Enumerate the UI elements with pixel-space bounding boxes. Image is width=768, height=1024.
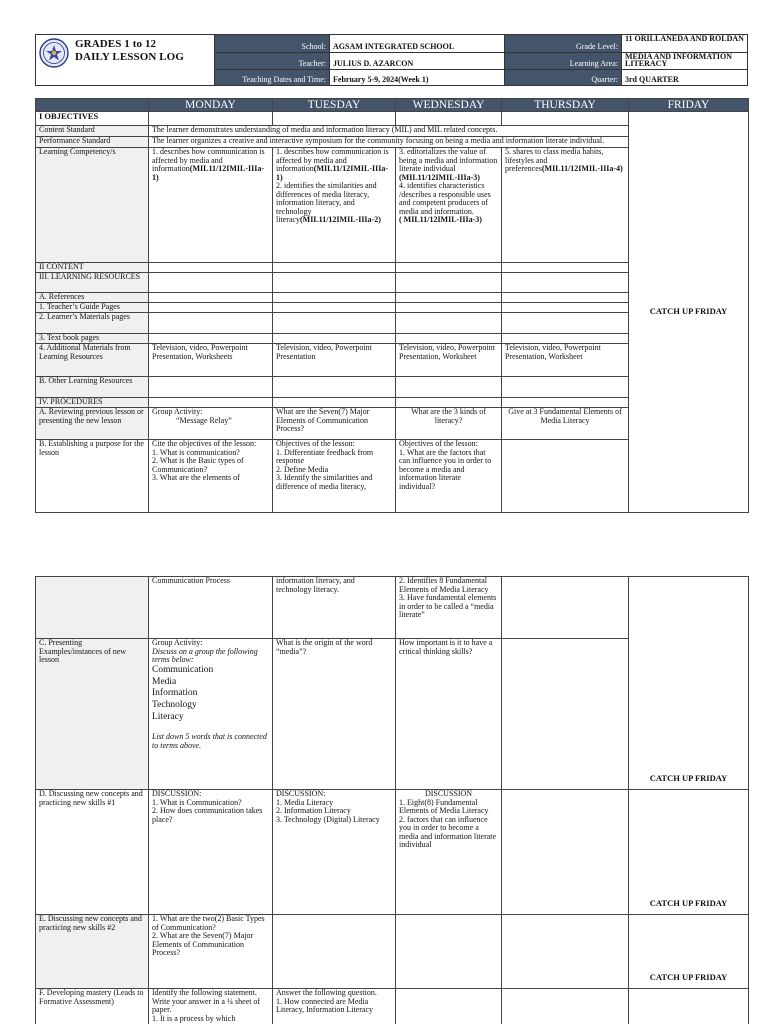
friday-catch-up-text-2: CATCH UP FRIDAY [649,772,728,783]
presenting-monday-task: List down 5 words that is connected to terms above. [152,732,267,750]
learners-materials-label: 2. Learner’s Materials pages [36,313,149,334]
purpose-tuesday: Objectives of the lesson: 1. Differentiate feedback from response 2. Define Media 3. Identify the similarities and difference of media literacy, [273,440,396,513]
day-monday: MONDAY [149,99,273,112]
purpose-wednesday: Objectives of the lesson: 1. What are the factors that can influence you in order to become a media and information literate individual? [396,440,502,513]
teacher-label: Teacher: [215,53,330,71]
discussing-1-label: D. Discussing new concepts and practicing new skills #1 [36,790,149,915]
continuation-tuesday: information literacy, and technology literacy. [273,577,396,639]
day-thursday: THURSDAY [502,99,629,112]
discussing-1-tuesday: DISCUSSION: 1. Media Literacy 2. Information Literacy 3. Technology (Digital) Literacy [273,790,396,915]
review-wednesday: What are the 3 kinds of literacy? [396,408,502,440]
mastery-label: F. Developing mastery (Leads to Formative Assessment) [36,989,149,1024]
mastery-monday: Identify the following statement. Write your answer in a ¼ sheet of paper. 1. It is a process by which [149,989,273,1024]
competency-tuesday-code-2: (MIL11/12IMIL-IIIa-2) [299,215,381,225]
performance-standard-value: The learner organizes a creative and interactive symposium for the community focusing on being a media and information literate individual. [149,137,749,148]
grade-level-label: Grade Level: [505,35,622,53]
continuation-row [36,577,749,639]
review-thursday: Give at 3 Fundamental Elements of Media Literacy [502,408,629,440]
blank-header-cell [36,99,149,112]
term-item: Media [152,676,177,687]
competency-tuesday-text-1: 1. describes how communication is affected by media and information [276,147,389,174]
additional-thursday: Television, video, Powerpoint Presentation, Worksheet [502,344,629,377]
deped-seal-icon [39,38,69,68]
presenting-tuesday: What is the origin of the word “media”? [273,639,396,790]
day-header-row [36,99,749,112]
friday-catch-up-text-3: CATCH UP FRIDAY [649,897,728,908]
review-monday-line-2: “Message Relay” [176,415,232,425]
discussing-1-wednesday-title: DISCUSSION [424,789,473,798]
review-monday-line-1: Group Activity: [152,407,203,416]
learning-area-value: MEDIA AND INFORMATION LITERACY [622,53,747,71]
lesson-log-header [35,34,748,86]
friday-catch-up-3 [629,790,749,915]
teachers-guide-label: 1. Teacher’s Guide Pages [36,303,149,313]
grade-level-value: 11 ORILLANEDA AND ROLDAN [622,35,747,53]
competency-wednesday-code-2: ( MIL11/12IMIL-IIIa-3) [399,215,482,225]
friday-catch-up-text-4: CATCH UP FRIDAY [649,971,728,982]
presenting-monday-instruction: Discuss on a group the following terms below: [152,646,258,665]
mastery-tuesday: Answer the following question. 1. How connected are Media Literacy, Information Literacy [273,989,396,1024]
logo-cell [36,35,215,85]
additional-tuesday: Television, video, Powerpoint Presentation [273,344,396,377]
discussing-1-wednesday-text: 1. Eight(8) Fundamental Elements of Media Literacy 2. factors that can influence you in order to become a media and information literate individual [399,797,497,850]
performance-standard-label: Performance Standard [36,137,149,148]
quarter-label: Quarter: [505,70,622,85]
content-label: II CONTENT [36,263,149,273]
lesson-log-table-page-2 [35,576,749,1024]
teaching-dates-value: February 5-9, 2024(Week 1) [330,70,505,85]
continuation-wednesday: 2. Identifies 8 Fundamental Elements of Media Literacy 3. Have fundamental elements in order to be called a “media literate” [396,577,502,639]
presenting-wednesday: How important is it to have a critical thinking skills? [396,639,502,790]
other-resources-label: B. Other Learning Resources [36,377,149,398]
learning-area-label: Learning Area: [505,53,622,71]
discussing-2-monday: 1. What are the two(2) Basic Types of Communication? 2. What are the Seven(7) Major Elements of Communication Process? [149,915,273,989]
document-title [75,38,184,64]
title-line-2: DAILY LESSON LOG [75,51,184,64]
friday-catch-up-text: CATCH UP FRIDAY [649,306,728,317]
purpose-label: B. Establishing a purpose for the lesson [36,440,149,513]
performance-standard-row [36,137,749,148]
mastery-row [36,989,749,1024]
friday-catch-up [629,112,749,513]
presenting-label: C. Presenting Examples/instances of new lesson [36,639,149,790]
content-standard-label: Content Standard [36,126,149,137]
competency-tuesday-text-2: 2. identifies the similarities and differences of media literacy, information literacy, and technology literacy [276,181,377,225]
friday-catch-up-2 [629,577,749,790]
term-item: Communication [152,664,214,675]
procedures-label: IV. PROCEDURES [36,398,149,408]
title-line-1: GRADES 1 to 12 [75,38,157,50]
continuation-monday: Communication Process [149,577,273,639]
presenting-monday-line-1: Group Activity: [152,638,203,647]
term-item: Technology [152,700,197,711]
discussing-1-wednesday [396,790,502,915]
presenting-monday [149,639,273,790]
additional-materials-label: 4. Additional Materials from Learning Resources [36,344,149,377]
competency-tuesday [273,148,396,263]
presenting-monday-terms [152,665,269,724]
day-wednesday: WEDNESDAY [396,99,502,112]
additional-monday: Television, video, Powerpoint Presentation, Worksheets [149,344,273,377]
school-value: AGSAM INTEGRATED SCHOOL [330,35,505,53]
discussing-2-row [36,915,749,989]
competency-wednesday [396,148,502,263]
textbook-label: 3. Text book pages [36,334,149,344]
quarter-value: 3rd QUARTER [625,75,679,85]
review-label: A. Reviewing previous lesson or presenting the new lesson [36,408,149,440]
references-label: A. References [36,293,149,303]
competency-monday-code: (MIL11/12IMIL-IIIa-1) [152,164,265,182]
objectives-row [36,112,749,126]
discussing-1-monday: DISCUSSION: 1. What is Communication? 2. How does communication takes place? [149,790,273,915]
competency-monday [149,148,273,263]
teacher-value: JULIUS D. AZARCON [330,53,505,71]
review-tuesday: What are the Seven(7) Major Elements of Communication Process? [273,408,396,440]
competency-tuesday-code-1: (MIL11/12IMIL-IIIa-1) [276,164,389,182]
additional-wednesday: Television, video, Powerpoint Presentation, Worksheet [396,344,502,377]
competency-monday-text: 1. describes how communication is affected by media and information [152,147,265,174]
competency-wednesday-text-2: 4. identifies characteristics /describes a responsible uses and competent producers of media and information. [399,181,491,216]
competency-thursday-code: (MIL11/12IMIL-IIIa-4) [541,164,623,174]
content-standard-value: The learner demonstrates understanding of media and information literacy (MIL) and MIL related concepts. [149,126,629,137]
discussing-1-row [36,790,749,915]
header-info-grid [215,35,747,85]
term-item: Information [152,688,198,699]
day-tuesday: TUESDAY [273,99,396,112]
learning-resources-label: III. LEARNING RESOURCES [36,273,149,293]
competency-wednesday-code-1: (MIL11/12IMIL-IIIa-3) [399,172,480,182]
review-monday [149,408,273,440]
competency-label: Learning Competency/s [36,148,149,263]
term-item: Literacy [152,712,184,723]
day-friday: FRIDAY [629,99,749,112]
teaching-dates-label: Teaching Dates and Time: [215,70,330,85]
lesson-log-table-page-1 [35,98,749,513]
purpose-monday: Cite the objectives of the lesson: 1. What is communication? 2. What is the Basic types of Communication? 3. What are the elements of [149,440,273,513]
competency-thursday [502,148,629,263]
school-label: School: [215,35,330,53]
objectives-label: I OBJECTIVES [36,112,149,126]
friday-catch-up-4 [629,915,749,989]
competency-thursday-text: 5. shares to class media habits, lifestyles and preferences [505,147,604,174]
discussing-2-label: E. Discussing new concepts and practicing new skills #2 [36,915,149,989]
competency-wednesday-text-1: 3. editorializes the value of being a media and information literate individual [399,147,498,174]
